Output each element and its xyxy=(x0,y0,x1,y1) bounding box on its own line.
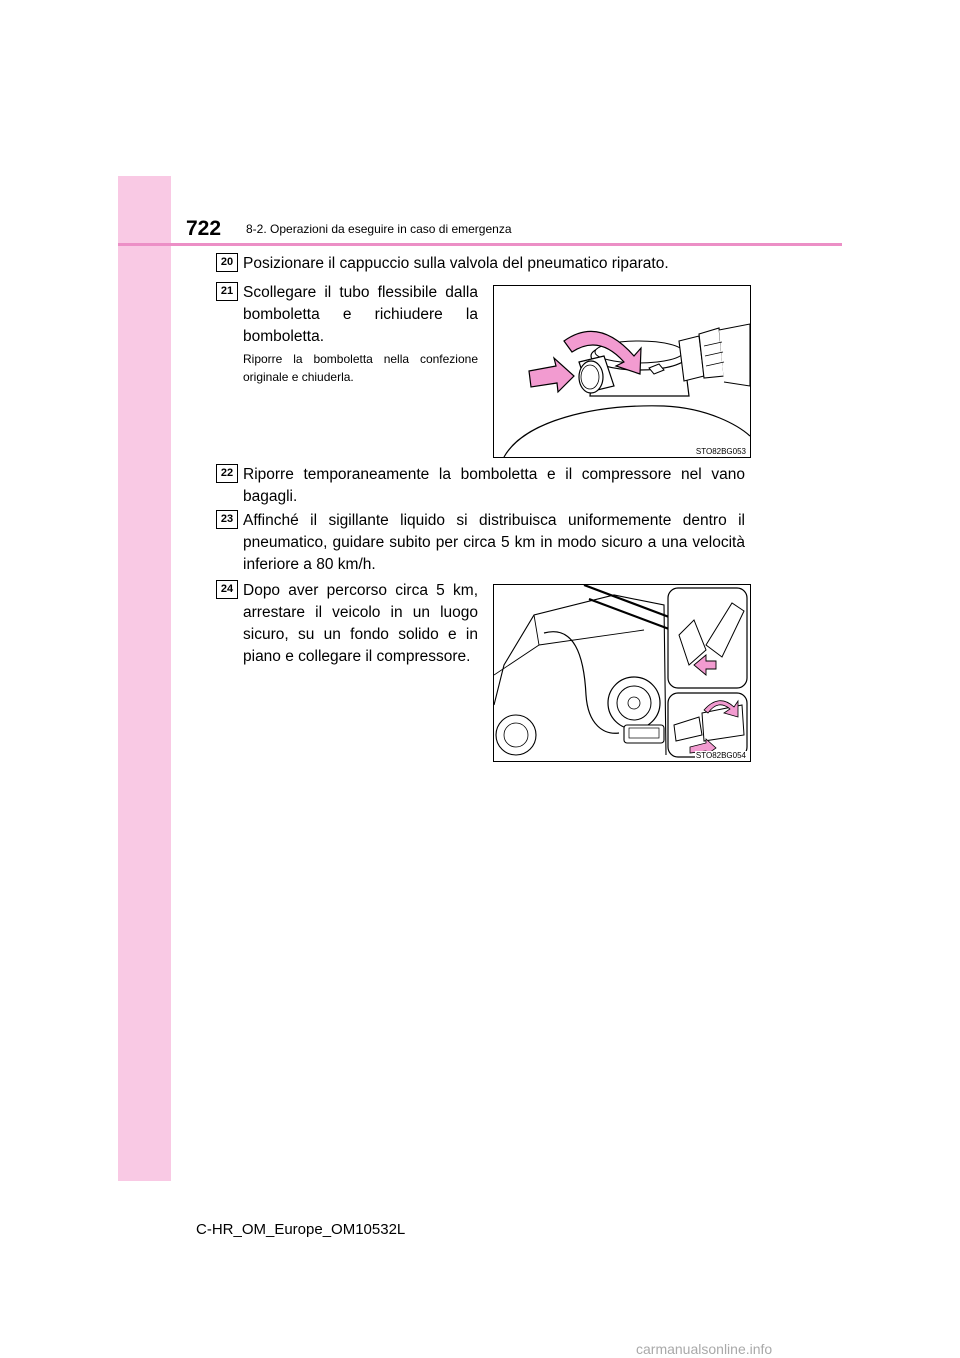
step-number-22: 22 xyxy=(216,464,238,483)
figure-cylinder-cap xyxy=(493,285,751,458)
step-text-22: Riporre temporaneamente la bomboletta e il compressore nel vano bagagli. xyxy=(243,466,745,505)
compressor-connection-illustration xyxy=(494,585,750,761)
step-text-23: Affinché il sigillante liquido si distribuisca uniformemente dentro il pneumatico, guidare subito per circa 5 km in modo sicuro a una velocità inferiore a 80 km/h. xyxy=(243,512,745,573)
section-title: 8-2. Operazioni da eseguire in caso di emergenza xyxy=(246,222,512,236)
figure-compressor-connection xyxy=(493,584,751,762)
step-text-20: Posizionare il cappuccio sulla valvola del pneumatico riparato. xyxy=(243,255,669,272)
watermark: carmanualsonline.info xyxy=(636,1341,773,1357)
step-number-20: 20 xyxy=(216,253,238,272)
figure-code: STO82BG054 xyxy=(695,751,746,760)
step-text-21: Scollegare il tubo flessibile dalla bomboletta e richiudere la bomboletta. xyxy=(243,284,478,345)
cylinder-cap-illustration xyxy=(494,286,750,457)
page-number: 722 xyxy=(186,217,222,240)
step-number-23: 23 xyxy=(216,510,238,529)
figure-code: STO82BG053 xyxy=(695,447,746,456)
chapter-sidebar xyxy=(118,176,171,1181)
step-text-24: Dopo aver percorso circa 5 km, arrestare il veicolo in un luogo sicuro, su un fondo solido e in piano e collegare il compressore. xyxy=(243,582,478,665)
step-number-24: 24 xyxy=(216,580,238,599)
step-number-21: 21 xyxy=(216,282,238,301)
header-rule xyxy=(118,243,842,246)
document-code: C-HR_OM_Europe_OM10532L xyxy=(196,1221,406,1238)
step-note-21: Riporre la bomboletta nella confezione originale e chiuderla. xyxy=(243,352,478,384)
